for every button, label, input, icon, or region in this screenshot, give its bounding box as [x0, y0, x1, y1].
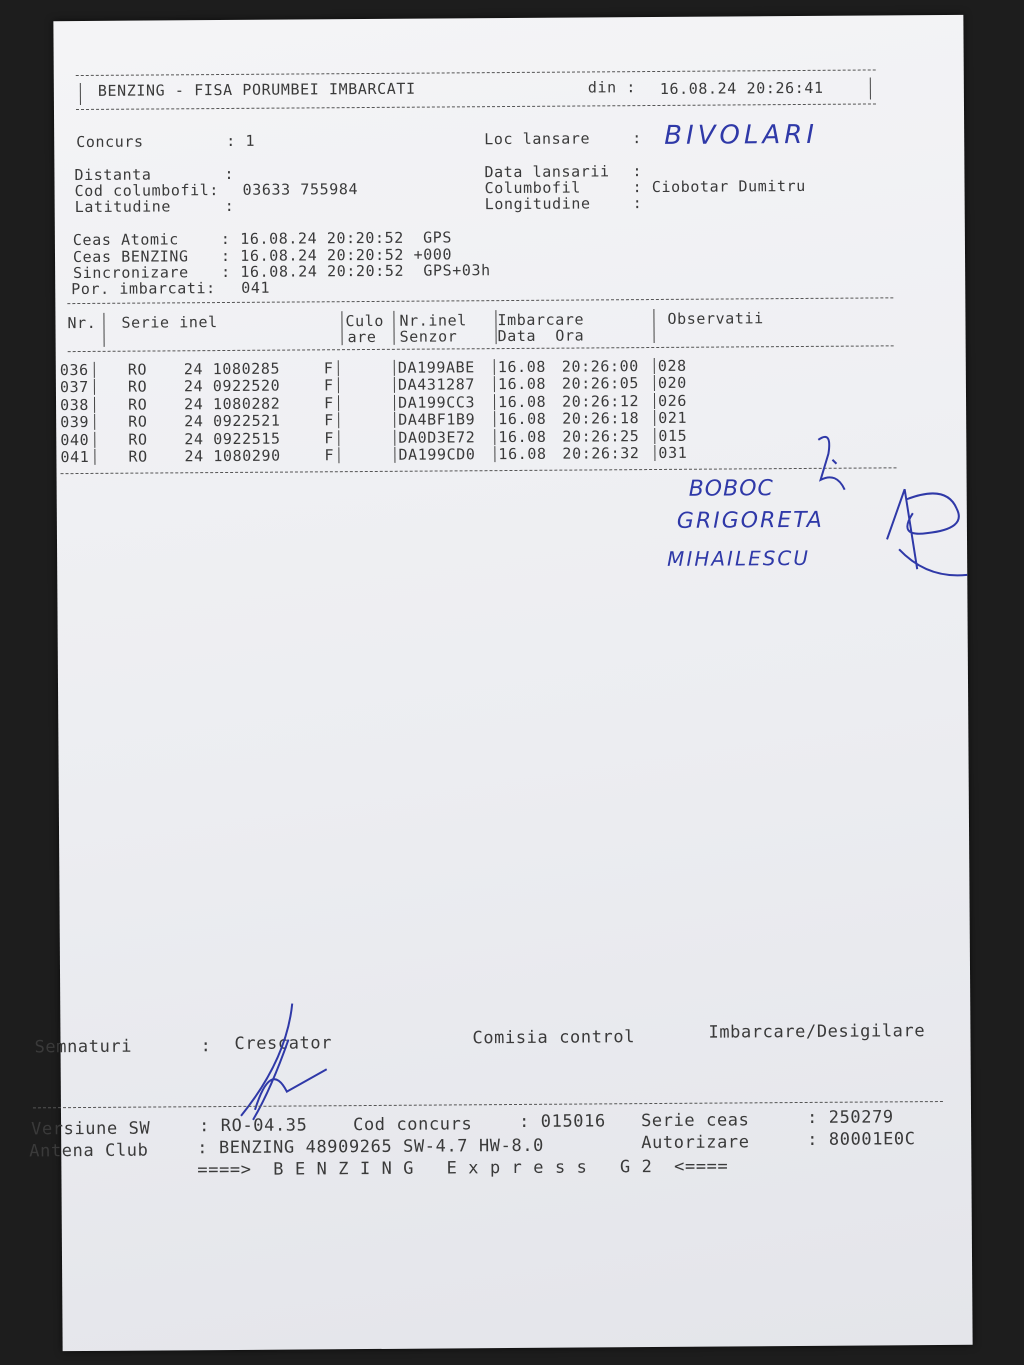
sincronizare-label: Sincronizare — [73, 263, 189, 283]
antena-club-label: Antena Club — [29, 1140, 149, 1162]
header-right-bar — [870, 77, 871, 99]
row-col-separator — [494, 394, 495, 410]
cell-data: 16.08 — [497, 392, 547, 411]
cell-senzor: DA0D3E72 — [398, 427, 476, 447]
row-col-separator — [338, 360, 339, 376]
cell-senzor: DA199ABE — [397, 358, 475, 377]
cell-nr: 037 — [59, 378, 89, 397]
row-col-separator — [338, 395, 339, 411]
row-col-separator — [338, 378, 339, 394]
col-sep-2 — [341, 311, 342, 345]
commission-signature-scribble — [816, 429, 977, 590]
cell-obs: 021 — [658, 408, 688, 428]
data-lansarii-label: Data lansarii — [484, 162, 610, 182]
cell-serie: 24 1080282 — [183, 394, 281, 414]
cell-ora: 20:26:18 — [562, 409, 640, 428]
row-col-separator — [494, 446, 495, 462]
data-lansarii-value: : — [632, 162, 643, 181]
cell-country: RO — [127, 395, 148, 414]
semnaturi-label: Semnaturi — [34, 1036, 133, 1058]
versiune-sw-label: Versiune SW — [31, 1118, 151, 1140]
row-col-separator — [394, 377, 395, 393]
cell-ora: 20:26:12 — [561, 391, 640, 411]
cell-serie: 24 0922515 — [184, 429, 281, 448]
por-imbarcati-value: 041 — [241, 278, 271, 297]
cell-ora: 20:26:00 — [561, 357, 639, 376]
crescator-signature-scribble — [230, 999, 341, 1130]
row-col-separator — [394, 360, 395, 376]
cell-country: RO — [127, 377, 148, 397]
cell-sex: F — [323, 359, 334, 378]
row-col-separator — [654, 445, 655, 461]
handwritten-name-3: MIHAILESCU — [667, 545, 811, 571]
semnaturi-sep: : — [200, 1036, 212, 1057]
cell-senzor: DA199CD0 — [398, 445, 476, 464]
ceas-atomic-label: Ceas Atomic — [72, 230, 179, 250]
row-col-separator — [394, 447, 395, 463]
row-col-separator — [94, 432, 95, 448]
cell-data: 16.08 — [498, 409, 547, 429]
loc-lansare-sep: : — [632, 129, 642, 148]
document-title: BENZING - FISA PORUMBEI IMBARCATI — [97, 79, 416, 100]
row-col-separator — [94, 397, 95, 413]
sincronizare-value: : 16.08.24 20:20:52 GPS+03h — [221, 261, 491, 282]
benzing-express-banner: ====> B E N Z I N G E x p r e s s G 2 <==== — [197, 1156, 729, 1181]
print-date-value: 16.08.24 20:26:41 — [659, 78, 824, 98]
row-col-separator — [654, 375, 655, 391]
row-col-separator — [654, 410, 655, 426]
longitudine-value: : — [632, 194, 643, 213]
cell-nr: 036 — [59, 360, 89, 380]
cell-nr: 038 — [59, 395, 90, 414]
serie-ceas-label: Serie ceas — [640, 1110, 750, 1132]
cell-obs: 031 — [658, 443, 688, 462]
row-col-separator — [494, 377, 495, 393]
cell-country: RO — [128, 430, 148, 449]
cell-data: 16.08 — [498, 444, 547, 464]
row-col-separator — [338, 447, 339, 463]
distanta-value: : — [224, 164, 235, 184]
imbarcare-desigilare-label: Imbarcare/Desigilare — [708, 1021, 926, 1043]
antena-club-value: : BENZING 48909265 SW-4.7 HW-8.0 — [197, 1135, 545, 1159]
cell-country: RO — [127, 360, 148, 379]
cell-serie: 24 0922520 — [183, 377, 281, 396]
cell-nr: 039 — [60, 413, 90, 432]
header-top-rule — [76, 69, 876, 76]
col-header-nr: Nr. — [67, 313, 97, 333]
cell-serie: 24 1080285 — [183, 359, 281, 379]
cell-sex: F — [323, 394, 334, 413]
cell-obs: 028 — [657, 356, 687, 375]
latitudine-label: Latitudine — [74, 197, 172, 217]
cell-country: RO — [128, 412, 148, 431]
row-col-separator — [394, 429, 395, 445]
handwritten-name-1: BOBOC — [688, 476, 774, 502]
cell-country: RO — [128, 447, 148, 466]
versiune-sw-value: : RO-04.35 — [199, 1115, 308, 1137]
col-header-imbarcare-1: Imbarcare — [497, 310, 585, 330]
crescator-label: Crescator — [234, 1033, 333, 1054]
cell-ora: 20:26:25 — [562, 426, 640, 446]
header-left-bar — [80, 83, 81, 105]
concurs-value: : 1 — [226, 131, 256, 150]
col-sep-3 — [393, 311, 394, 345]
cell-senzor: DA431287 — [397, 375, 476, 395]
cell-senzor: DA199CC3 — [397, 393, 476, 412]
printed-sheet — [29, 15, 972, 1351]
row-col-separator — [94, 379, 95, 395]
cell-sex: F — [324, 428, 334, 447]
cell-serie: 24 1080290 — [184, 446, 281, 466]
comisia-control-label: Comisia control — [472, 1027, 636, 1049]
cell-obs: 015 — [658, 426, 688, 445]
por-imbarcati-label: Por. imbarcati: — [71, 279, 216, 299]
cod-concurs-value: : 015016 — [518, 1111, 606, 1132]
col-sep-5 — [653, 309, 654, 343]
row-col-separator — [494, 429, 495, 445]
cod-columbofil-label: Cod columbofil: — [74, 181, 220, 201]
row-col-separator — [494, 359, 495, 375]
col-header-nr-inel-2: Senzor — [399, 327, 458, 346]
row-col-separator — [338, 430, 339, 446]
row-col-separator — [94, 362, 95, 378]
table-header-rule — [68, 345, 894, 352]
cell-data: 16.08 — [497, 357, 547, 377]
row-col-separator — [654, 428, 655, 444]
ceas-benzing-label: Ceas BENZING — [72, 247, 189, 267]
print-date-label: din : — [587, 78, 637, 97]
loc-lansare-handwritten: BIVOLARI — [664, 119, 819, 151]
cell-nr: 040 — [60, 430, 90, 449]
serie-ceas-value: : 250279 — [806, 1107, 894, 1128]
table-top-rule — [67, 297, 893, 304]
cod-columbofil-value: 03633 755984 — [242, 180, 359, 199]
ceas-atomic-value: : 16.08.24 20:20:52 GPS — [220, 228, 453, 249]
ceas-benzing-value: : 16.08.24 20:20:52 +000 — [220, 245, 453, 266]
cell-sex: F — [324, 446, 335, 465]
longitudine-label: Longitudine — [484, 194, 591, 214]
row-col-separator — [654, 393, 655, 409]
col-header-imbarcare-2: Data Ora — [497, 326, 585, 346]
col-header-culoare-1: Culo — [345, 311, 385, 331]
cell-data: 16.08 — [498, 427, 547, 446]
row-col-separator — [654, 358, 655, 374]
cell-ora: 20:26:32 — [562, 444, 640, 463]
autorizare-value: : 80001E0C — [807, 1129, 916, 1150]
col-header-nr-inel-1: Nr.inel — [399, 311, 467, 330]
cell-sex: F — [323, 376, 334, 395]
table-bottom-rule — [61, 467, 897, 474]
cell-obs: 020 — [657, 374, 687, 393]
cell-data: 16.08 — [497, 375, 547, 394]
row-col-separator — [338, 412, 339, 428]
cell-senzor: DA4BF1B9 — [398, 410, 476, 429]
autorizare-label: Autorizare — [641, 1132, 750, 1154]
distanta-label: Distanta — [74, 165, 152, 185]
latitudine-value: : — [224, 196, 235, 216]
col-header-culoare-2: are — [347, 327, 377, 347]
col-header-observatii: Observatii — [667, 309, 764, 328]
concurs-label: Concurs — [76, 132, 144, 152]
row-col-separator — [94, 414, 95, 430]
cell-serie: 24 0922521 — [184, 411, 281, 431]
col-sep-1 — [103, 313, 104, 347]
cod-concurs-label: Cod concurs — [353, 1114, 473, 1136]
cell-nr: 041 — [60, 447, 90, 467]
columbofil-value: : Ciobotar Dumitru — [632, 176, 806, 197]
loc-lansare-label: Loc lansare — [484, 129, 591, 149]
col-header-serie-inel: Serie inel — [121, 313, 218, 332]
row-col-separator — [494, 411, 495, 427]
row-col-separator — [94, 449, 95, 465]
row-col-separator — [394, 395, 395, 411]
row-col-separator — [394, 412, 395, 428]
handwritten-name-2: GRIGORETA — [676, 507, 824, 534]
cell-sex: F — [324, 411, 334, 430]
cell-ora: 20:26:05 — [561, 374, 640, 394]
header-bottom-rule — [76, 103, 876, 110]
columbofil-label: Columbofil — [484, 178, 581, 198]
cell-obs: 026 — [657, 391, 688, 410]
